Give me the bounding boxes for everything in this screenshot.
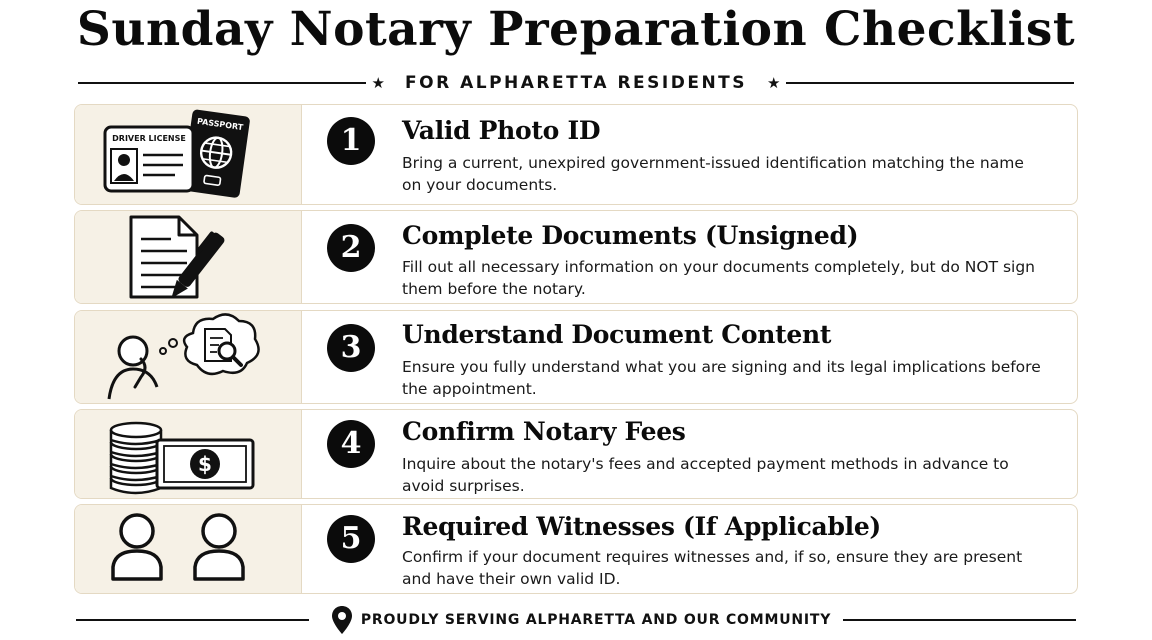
footer [76, 604, 1076, 636]
id-passport-icon [75, 105, 301, 205]
checklist-item-1 [74, 104, 1078, 205]
checklist-item-3 [74, 310, 1078, 404]
star-icon: ★ [767, 75, 781, 92]
item-title: Required Witnesses (If Applicable) [402, 512, 881, 541]
item-title: Complete Documents (Unsigned) [402, 221, 859, 250]
checklist-item-5 [74, 504, 1078, 594]
item-description: Bring a current, unexpired government-issued identification matching the name on your documents. [402, 154, 1024, 194]
checklist-item-4 [74, 409, 1078, 499]
item-title: Understand Document Content [402, 320, 832, 349]
item-title: Valid Photo ID [402, 116, 601, 145]
step-number: 3 [327, 324, 375, 372]
divider-left [78, 82, 366, 84]
divider-right [786, 82, 1074, 84]
divider-left [76, 619, 309, 621]
item-description: Ensure you fully understand what you are signing and its legal implications before the appointment. [402, 358, 1041, 398]
item-description: Inquire about the notary's fees and accepted payment methods in advance to avoid surprises. [402, 455, 1009, 495]
icon-panel [75, 105, 302, 204]
document-pen-icon [75, 211, 301, 304]
item-title: Confirm Notary Fees [402, 417, 686, 446]
page-title: Sunday Notary Preparation Checklist [76, 2, 1076, 57]
divider-right [843, 619, 1076, 621]
star-icon: ★ [371, 75, 385, 92]
item-description: Fill out all necessary information on your documents completely, but do NOT sign them before the notary. [402, 258, 1036, 298]
subtitle: FOR ALPHARETTA RESIDENTS [405, 73, 748, 93]
step-number: 5 [327, 515, 375, 563]
location-pin-icon [309, 605, 353, 635]
subtitle-row [78, 70, 1074, 96]
footer-text: PROUDLY SERVING ALPHARETTA AND OUR COMMUNITY [360, 612, 832, 628]
dollar-sign: $ [198, 452, 212, 476]
step-number: 4 [327, 420, 375, 468]
step-number: 2 [327, 224, 375, 272]
coins-bill-icon [75, 410, 301, 499]
thinking-person-icon [75, 311, 301, 404]
icon-panel [75, 311, 302, 403]
checklist-item-2 [74, 210, 1078, 304]
icon-panel [75, 505, 302, 593]
icon-panel [75, 211, 302, 303]
license-label: DRIVER LICENSE [112, 134, 186, 143]
item-description: Confirm if your document requires witnesses and, if so, ensure they are present and have their own valid ID. [402, 548, 1023, 588]
step-number: 1 [327, 117, 375, 165]
two-people-icon [75, 505, 301, 594]
icon-panel [75, 410, 302, 498]
passport-label: PASSPORT [196, 116, 244, 133]
